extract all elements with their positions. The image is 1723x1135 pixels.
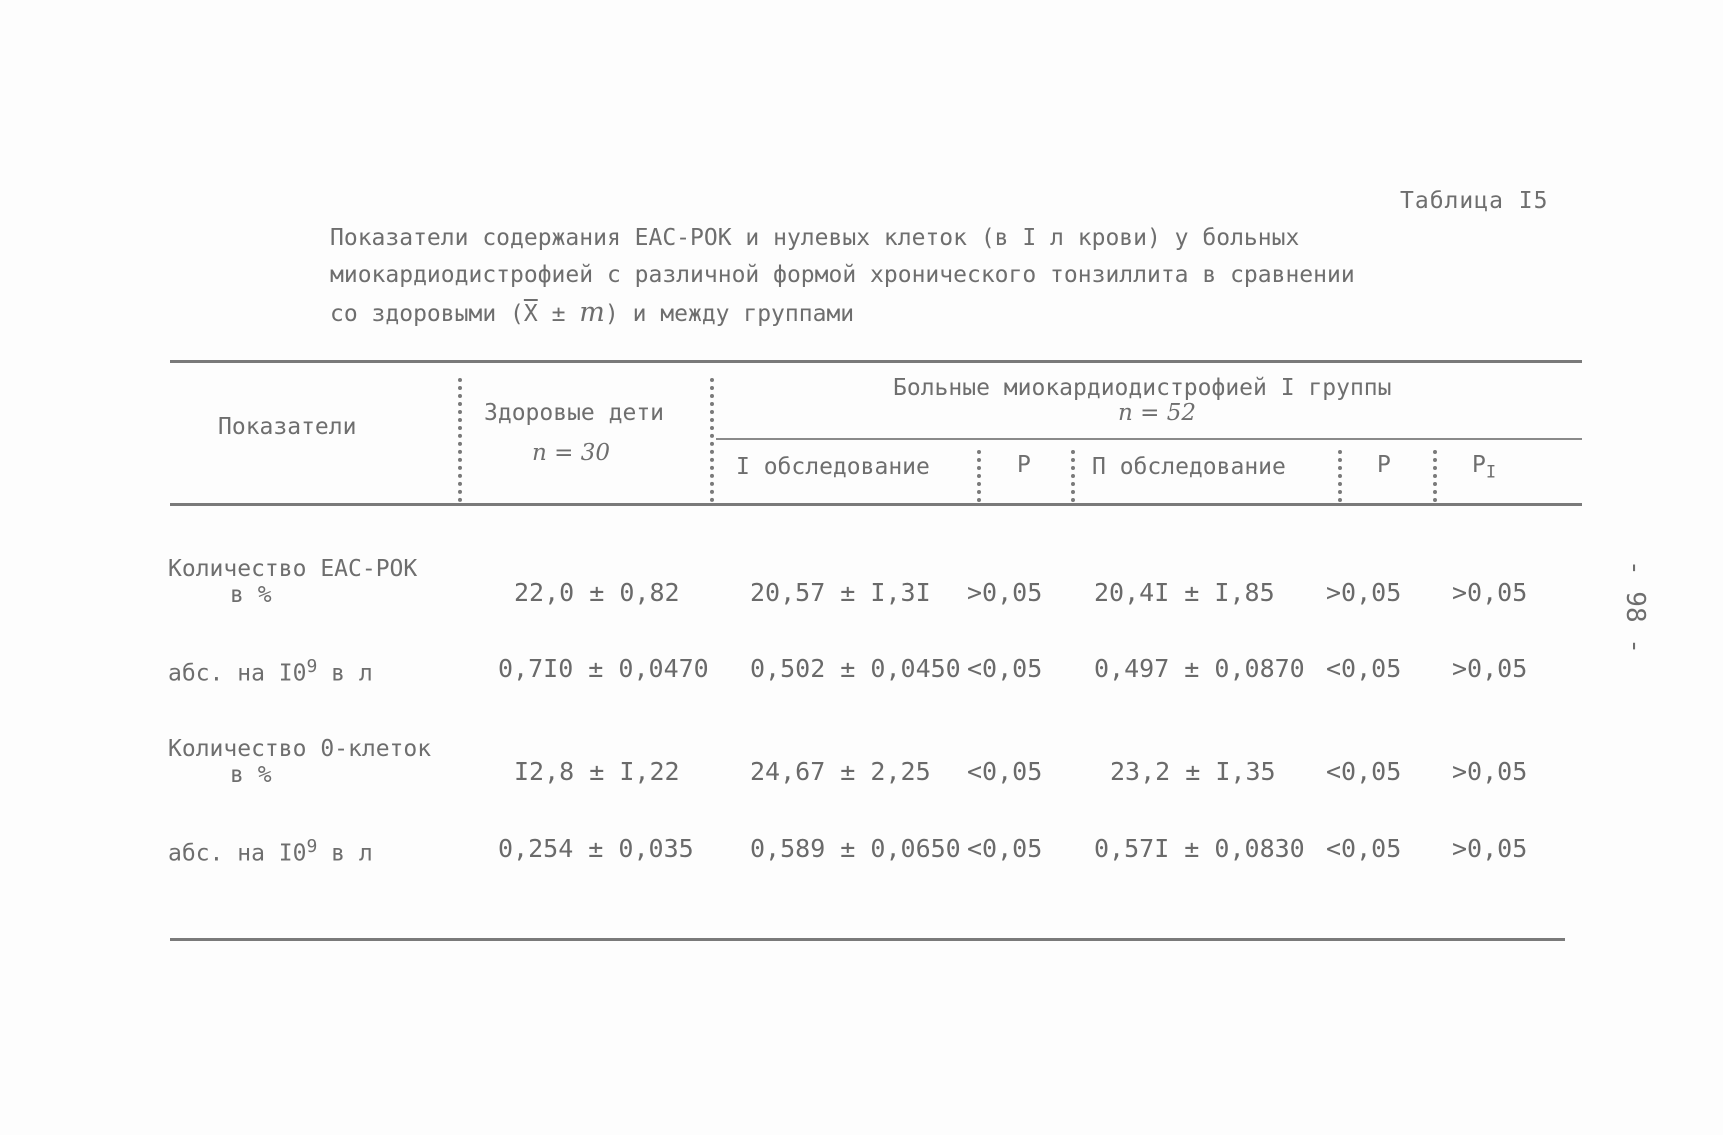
row-4-healthy: 0,254 ± 0,035: [498, 834, 694, 863]
separator-p1: [1071, 450, 1075, 502]
header-patients: Больные миокардиодистрофией I группы: [893, 375, 1392, 401]
row-3-p1: <0,05: [967, 757, 1043, 786]
row-3-healthy: I2,8 ± I,22: [514, 757, 680, 786]
separator-p2: [1433, 450, 1437, 502]
caption-line-3-a: со здоровыми (: [330, 301, 524, 327]
row-2-label-exponent: 9: [306, 656, 318, 677]
table-caption: [330, 220, 1530, 333]
row-2-pi: >0,05: [1452, 654, 1528, 683]
header-pi-subscript: I: [1485, 462, 1497, 483]
row-1-label: [168, 556, 417, 608]
row-1-exam2: 20,4I ± I,85: [1094, 578, 1275, 607]
row-4-exam2: 0,57I ± 0,0830: [1094, 834, 1305, 863]
separator-indicators: [458, 378, 462, 502]
header-bottom-rule: [170, 503, 1582, 506]
header-exam2: П обследование: [1092, 454, 1286, 480]
caption-line-1: Показатели содержания ЕАС-РОК и нулевых клеток (в I л крови) у больных: [330, 225, 1300, 251]
header-p2: Р: [1377, 452, 1391, 478]
row-1-label-line2: в %: [230, 582, 272, 608]
header-patients-n: n = 52: [1118, 400, 1196, 426]
row-3-label-line1: Количество 0-клеток: [168, 736, 432, 762]
header-pi: [1472, 452, 1496, 483]
row-4-pi: >0,05: [1452, 834, 1528, 863]
row-1-pi: >0,05: [1452, 578, 1528, 607]
table-top-rule: [170, 360, 1582, 363]
row-2-label-text: абс. на I0: [168, 660, 307, 687]
separator-exam2: [1338, 450, 1342, 502]
row-3-pi: >0,05: [1452, 757, 1528, 786]
row-1-p2: >0,05: [1326, 578, 1402, 607]
row-4-exam1: 0,589 ± 0,0650: [750, 834, 961, 863]
caption-line-3-b: ) и между группами: [604, 301, 855, 327]
row-3-label: [168, 736, 431, 788]
separator-healthy: [710, 378, 714, 502]
row-2-label: [168, 654, 373, 687]
header-exam1: I обследование: [736, 454, 930, 480]
row-1-label-line1: Количество ЕАС-РОК: [168, 556, 418, 582]
row-3-exam1: 24,67 ± 2,25: [750, 757, 931, 786]
row-2-p2: <0,05: [1326, 654, 1402, 683]
row-4-label: [168, 834, 373, 867]
row-4-p1: <0,05: [967, 834, 1043, 863]
row-1-p1: >0,05: [967, 578, 1043, 607]
table-label: Таблица I5: [1400, 188, 1549, 214]
header-healthy-n: n = 30: [532, 440, 610, 466]
row-4-p2: <0,05: [1326, 834, 1402, 863]
row-2-label-tail: в л: [317, 660, 373, 687]
header-sub-rule: [716, 438, 1582, 440]
row-4-label-tail: в л: [317, 840, 373, 867]
page-number: - 98 -: [1620, 560, 1650, 654]
header-indicators: Показатели: [218, 414, 357, 440]
header-healthy: Здоровые дети: [484, 400, 665, 426]
row-1-healthy: 22,0 ± 0,82: [514, 578, 680, 607]
row-1-exam1: 20,57 ± I,3I: [750, 578, 931, 607]
caption-line-2: миокардиодистрофией с различной формой хронического тонзиллита в сравнении: [330, 262, 1355, 288]
row-3-label-line2: в %: [230, 762, 272, 788]
row-2-healthy: 0,7I0 ± 0,0470: [498, 654, 709, 683]
caption-m-symbol: m: [579, 297, 605, 328]
header-p1: Р: [1017, 452, 1031, 478]
caption-line-3: [330, 294, 1530, 333]
row-2-exam1: 0,502 ± 0,0450: [750, 654, 961, 683]
row-3-exam2: 23,2 ± I,35: [1110, 757, 1276, 786]
row-2-p1: <0,05: [967, 654, 1043, 683]
separator-exam1: [977, 450, 981, 502]
caption-mean-symbol: $\overline{X}$: [523, 301, 538, 327]
caption-plus-minus: ±: [537, 301, 580, 327]
table-bottom-rule: [170, 938, 1565, 941]
header-pi-letter: Р: [1472, 452, 1486, 478]
row-2-exam2: 0,497 ± 0,0870: [1094, 654, 1305, 683]
row-3-p2: <0,05: [1326, 757, 1402, 786]
row-4-label-text: абс. на I0: [168, 840, 307, 867]
row-4-label-exponent: 9: [306, 836, 318, 857]
